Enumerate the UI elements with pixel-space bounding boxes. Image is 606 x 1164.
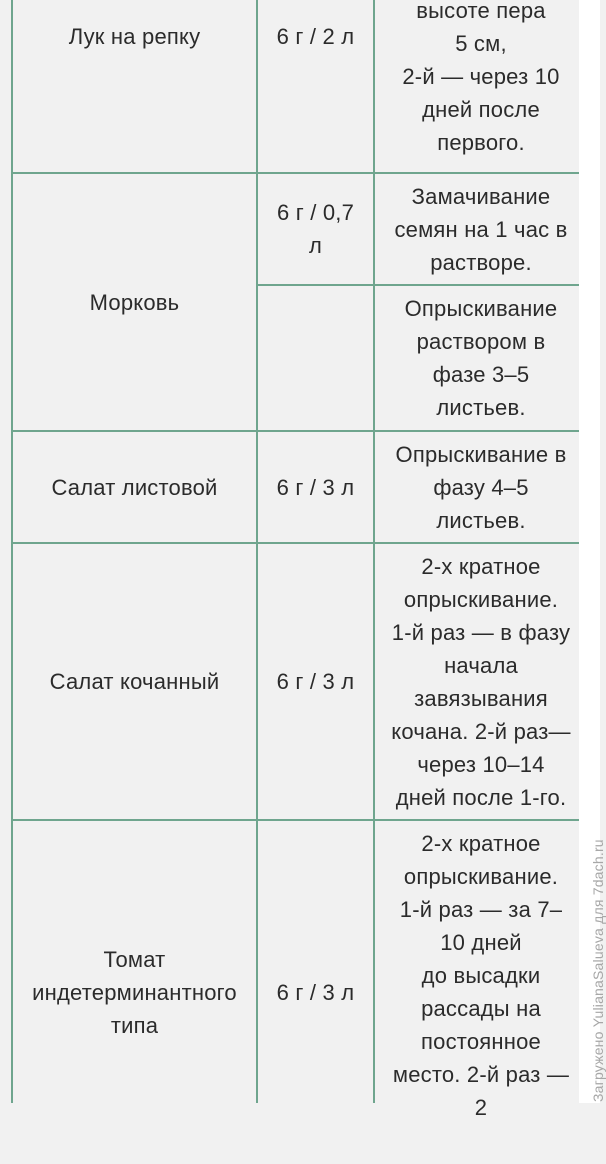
table-cell-crop	[13, 432, 256, 542]
dose-value: 6 г / 2 л	[276, 23, 355, 49]
crop-name: Салат кочанный	[49, 669, 220, 694]
method-text: Опрыскивание раствором в фазе 3–5 листьев.	[404, 296, 558, 420]
crop-name: Салат листовой	[51, 474, 218, 500]
table-cell-crop	[13, 0, 256, 72]
table-cell-dose	[258, 174, 373, 284]
table-cell-method	[375, 174, 587, 284]
table-cell-crop	[13, 544, 256, 819]
table-cell-method	[375, 432, 587, 542]
method-text: 2-х кратное опрыскивание. 1-й раз — за 7– 10 дней до высадки рассады на постоянное место. 2-й раз — 2	[392, 831, 570, 1120]
table-cell-method	[375, 827, 587, 1120]
dose-value: 6 г / 3 л	[276, 980, 355, 1005]
table-cell-method	[375, 0, 587, 166]
table-cell-method	[375, 286, 587, 430]
dose-value: 6 г / 3 л	[276, 669, 355, 694]
watermark-text: Загружено YulianaSalueva для 7dach.ru	[590, 839, 606, 1102]
table-cell-crop	[13, 174, 256, 430]
method-text: высоте пера 5 см, 2-й — через 10 дней после первого.	[402, 0, 560, 155]
table-cell-dose	[258, 432, 373, 542]
table-cell-crop	[13, 821, 256, 1164]
method-text: 2-х кратное опрыскивание. 1-й раз — в фазу начала завязывания кочана. 2-й раз— через 10–14 дней после 1-го.	[391, 553, 571, 810]
dose-value: 6 г / 0,7 л	[276, 200, 355, 258]
crop-name: Томат индетерминантного типа	[32, 947, 237, 1038]
method-text: Опрыскивание в фазу 4–5 листьев.	[395, 441, 567, 533]
table-cell-method	[375, 544, 587, 819]
table-cell-dose	[258, 286, 373, 430]
table-cell-dose	[258, 821, 373, 1164]
dose-value: 6 г / 3 л	[276, 474, 355, 500]
table-cell-dose	[258, 0, 373, 72]
method-text: Замачивание семян на 1 час в растворе.	[394, 183, 568, 275]
crop-name: Морковь	[89, 289, 180, 315]
crop-name: Лук на репку	[68, 23, 201, 49]
table-cell-dose	[258, 544, 373, 819]
